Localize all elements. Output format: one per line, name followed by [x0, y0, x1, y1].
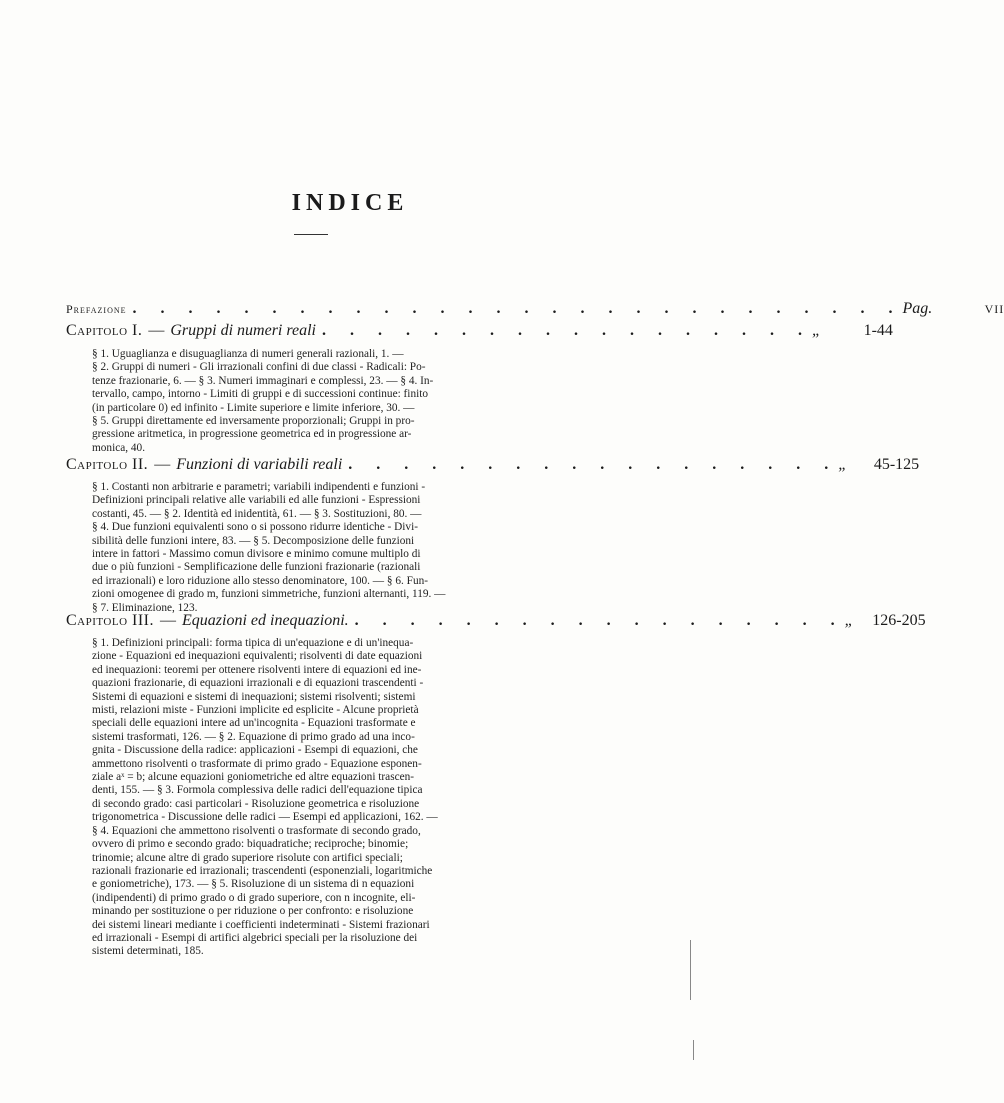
ditto-mark: „ — [844, 612, 854, 629]
dot-leader: . . . . . . . . . . . . . . . . . . — [354, 612, 845, 629]
toc-entry-chapter-2[interactable] — [66, 456, 920, 476]
chapter-page-range: 45-125 — [873, 456, 920, 473]
chapter-title: Gruppi di numeri reali — [170, 322, 316, 339]
title-rule — [294, 234, 328, 235]
chapter-page-range: 126-205 — [872, 612, 926, 629]
toc-entry-chapter-3[interactable] — [66, 612, 926, 632]
toc-page-number: VII — [984, 302, 1004, 316]
scan-edge-mark — [690, 940, 691, 1000]
dot-leader: . . . . . . . . . . . . . . . . . . — [348, 456, 839, 473]
chapter-separator: — — [160, 612, 177, 629]
chapter-title: Funzioni di variabili reali — [176, 456, 343, 473]
chapter-label: Capitolo III. — [66, 612, 155, 629]
ditto-mark: „ — [811, 322, 821, 339]
page-title: INDICE — [291, 190, 409, 216]
dot-leader: . . . . . . . . . . . . . . . . . . — [321, 322, 812, 339]
chapter-3-contents: § 1. Definizioni principali: forma tipica di un'equazione e di un'inequa- zione - Equazioni ed inequazioni equivalenti; risolventi di date equazioni ed inequazioni: teoremi per ottenere risolventi intere di equazioni ed ine- quazioni frazionarie, di equazioni irrazionali e di equazioni trascendenti - Sistemi di equazioni e sistemi di inequazioni; sistemi risolventi; sistemi misti, relazioni miste - Funzioni implicite ed esplicite - Alcune proprietà speciali delle equazioni intere ad un'incognita - Equazioni trasformate e sistemi trasformati, 126. — § 2. Equazione di primo grado ad una inco- gnita - Discussione della radice: applicazioni - Esempi di equazioni, che ammettono risolventi o trasformate di primo grado - Equazione esponen- ziale aˣ = b; alcune equazioni goniometriche ed altre equazioni trascen- denti, 155. — § 3. Formola complessiva delle radici dell'equazione tipica di secondo grado: casi particolari - Risoluzione geometrica e risoluzione trigonometrica - Discussione delle radici — Esempi ed applicazioni, 162. — § 4. Equazioni che ammettono risolventi o trasformate di secondo grado, ovvero di primo e secondo grado: biquadratiche; reciproche; binomie; trinomie; alcune altre di grado superiore risolute con artifici speciali; razionali frazionarie ed irrazionali; trascendenti (esponenziali, logaritmiche e goniometriche), 173. — § 5. Risoluzione di un sistema di n equazioni (indipendenti) di primo grado o di grado superiore, con n incognite, eli- minando per sostituzione o per riduzione o per confronto: e risoluzione dei sistemi lineari mediante i coefficienti indeterminati - Sistemi frazionari ed irrazionali - Esempi di artifici algebrici speciali per la risoluzione dei sistemi determinati, 185. — [92, 637, 438, 958]
dot-leader: . . . . . . . . . . . . . . . . . . . . . . . . . . . . — [132, 300, 903, 317]
chapter-title: Equazioni ed inequazioni. — [182, 612, 349, 629]
scan-edge-mark — [693, 1040, 694, 1060]
chapter-separator: — — [154, 456, 171, 473]
chapter-page-range: 1-44 — [863, 322, 893, 339]
page-label: Pag. — [902, 300, 933, 317]
toc-entry-chapter-1[interactable] — [66, 322, 893, 342]
chapter-2-contents: § 1. Costanti non arbitrarie e parametri; variabili indipendenti e funzioni - Definizioni principali relative alle variabili ed alle funzioni - Espressioni costanti, 45. — § 2. Identità ed inidentità, 61. — § 3. Sostituzioni, 80. — § 4. Due funzioni equivalenti sono o si possono ridurre identiche - Divi- sibilità delle funzioni intere, 83. — § 5. Decomposizione delle funzioni intere in fattori - Massimo comun divisore e minimo comune multiplo di due o più funzioni - Semplificazione delle funzioni frazionarie (razionali ed irrazionali) e loro riduzione allo stesso denominatore, 100. — § 6. Fun- zioni omogenee di grado m, funzioni simmetriche, funzioni alternanti, 119. — § 7. Eliminazione, 123. — [92, 481, 446, 614]
chapter-1-contents: § 1. Uguaglianza e disuguaglianza di numeri generali razionali, 1. — § 2. Gruppi di numeri - Gli irrazionali confini di due classi - Radicali: Po- tenze frazionarie, 6. — § 3. Numeri immaginari e complessi, 23. — § 4. In- tervallo, campo, intorno - Limiti di gruppi e di successioni continue: finito (in particolare 0) ed infinito - Limite superiore e limite inferiore, 30. — § 5. Gruppi direttamente ed inversamente proporzionali; Gruppi in pro- gressione aritmetica, in progressione geometrica ed in progressione ar- monica, 40. — [92, 348, 434, 454]
chapter-label: Capitolo II. — [66, 456, 149, 473]
chapter-label: Capitolo I. — [66, 322, 143, 339]
chapter-separator: — — [148, 322, 165, 339]
toc-entry-prefazione[interactable] — [66, 300, 1004, 320]
toc-entry-label: Prefazione — [66, 302, 127, 316]
ditto-mark: „ — [838, 456, 848, 473]
